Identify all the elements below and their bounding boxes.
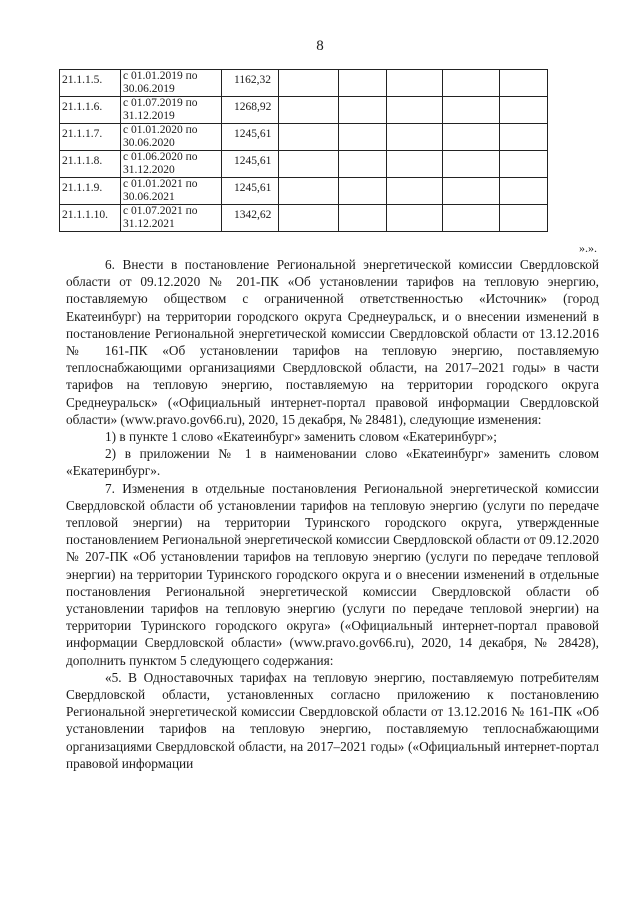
empty-cell [339,124,387,151]
empty-cell [279,124,339,151]
empty-cell [443,97,500,124]
empty-cell [500,124,548,151]
period-start: с 01.06.2020 по [123,151,198,163]
empty-cell [443,124,500,151]
period-end: 30.06.2020 [123,137,175,149]
period-cell [121,151,222,178]
row-number: 21.1.1.5. [60,70,121,97]
empty-cell [387,178,443,205]
row-number: 21.1.1.9. [60,178,121,205]
period-cell [121,70,222,97]
empty-cell [279,97,339,124]
empty-cell [387,124,443,151]
empty-cell [279,70,339,97]
empty-cell [279,178,339,205]
empty-cell [443,151,500,178]
paragraph-6-item-2: 2) в приложении № 1 в наименовании слово «Екатеинбург» заменить словом «Екатеринбург». [66,446,599,479]
row-number: 21.1.1.7. [60,124,121,151]
empty-cell [500,97,548,124]
row-number: 21.1.1.6. [60,97,121,124]
period-start: с 01.01.2019 по [123,70,198,82]
table-row [60,205,548,232]
empty-cell [279,205,339,232]
empty-cell [500,205,548,232]
period-cell [121,205,222,232]
row-number: 21.1.1.10. [60,205,121,232]
period-end: 31.12.2019 [123,110,175,122]
period-start: с 01.07.2019 по [123,97,198,109]
empty-cell [339,97,387,124]
period-start: с 01.01.2020 по [123,124,198,136]
period-end: 31.12.2021 [123,218,175,230]
empty-cell [339,178,387,205]
empty-cell [339,205,387,232]
empty-cell [387,205,443,232]
tariff-value: 1245,61 [222,124,279,151]
empty-cell [443,70,500,97]
empty-cell [443,178,500,205]
body-text [66,256,599,772]
table-row [60,124,548,151]
empty-cell [443,205,500,232]
paragraph-6-item-1: 1) в пункте 1 слово «Екатеинбург» заменить словом «Екатеринбург»; [105,429,497,445]
empty-cell [500,151,548,178]
tariff-value: 1268,92 [222,97,279,124]
period-start: с 01.01.2021 по [123,178,198,190]
period-end: 31.12.2020 [123,164,175,176]
row-number: 21.1.1.8. [60,151,121,178]
empty-cell [339,70,387,97]
tariff-value: 1245,61 [222,178,279,205]
period-end: 30.06.2021 [123,191,175,203]
empty-cell [279,151,339,178]
table-row [60,178,548,205]
tariff-value: 1342,62 [222,205,279,232]
empty-cell [387,151,443,178]
paragraph-7-clause-5: «5. В Одноставочных тарифах на тепловую энергию, поставляемую потребителям Свердловской области, установленных согласно приложению к постановлению Региональной энергетической комиссии Свердловской области от 13.12.2016 № 161-ПК «Об установлении тарифов на тепловую энергию, поставляемую теплоснабжающими организациями Свердловской области, на 2017–2021 годы» («Официальный интернет-портал правовой информации [66,669,599,771]
empty-cell [387,97,443,124]
tariff-value: 1162,32 [222,70,279,97]
paragraph-6: 6. Внести в постановление Региональной энергетической комиссии Свердловской области от 09.12.2020 № 201-ПК «Об установлении тарифов на тепловую энергию, поставляемую обществом с ограниченной ответственностью «Источник» (город Екатеинбург) на территории городского округа Среднеуральск, и о внесении изменений в постановление Региональной энергетической комиссии Свердловской области от 13.12.2016 № 161-ПК «Об установлении тарифов на тепловую энергию, поставляемую теплоснабжающими организациями Свердловской области, на 2017–2021 годы» в части тарифов на тепловую энергию, поставляемую на территории городского округа Среднеуральск» («Официальный интернет-портал правовой информации Свердловской области» (www.pravo.gov66.ru), 2020, 15 декабря, № 28481), следующие изменения: [66,257,599,427]
empty-cell [500,70,548,97]
period-cell [121,97,222,124]
table-row [60,97,548,124]
paragraph-7: 7. Изменения в отдельные постановления Региональной энергетической комиссии Свердловской области об установлении тарифов на тепловую энергию (услуги по передаче тепловой энергии) на территории Туринского городского округа, утвержденные постановлением Региональной энергетической комиссии Свердловской области от 09.12.2020 № 207-ПК «Об установлении тарифов на тепловую энергию (услуги по передаче тепловой энергии) на территории Туринского городского округа и о внесении изменений в отдельные постановления Региональной энергетической комиссии Свердловской области об установлении тарифов на тепловую энергию (услуги по передаче тепловой энергии) на территории Туринского городского округа» («Официальный интернет-портал правовой информации Свердловской области» (www.pravo.gov66.ru), 2020, 14 декабря, № 28428), дополнить пунктом 5 следующего содержания: [66,480,599,668]
period-cell [121,124,222,151]
empty-cell [387,70,443,97]
tariff-table [59,69,548,232]
table-row [60,70,548,97]
page-number: 8 [316,38,324,54]
table-row [60,151,548,178]
period-cell [121,178,222,205]
table-closing-quote: ».». [579,241,597,255]
period-end: 30.06.2019 [123,83,175,95]
empty-cell [500,178,548,205]
period-start: с 01.07.2021 по [123,205,198,217]
tariff-value: 1245,61 [222,151,279,178]
empty-cell [339,151,387,178]
